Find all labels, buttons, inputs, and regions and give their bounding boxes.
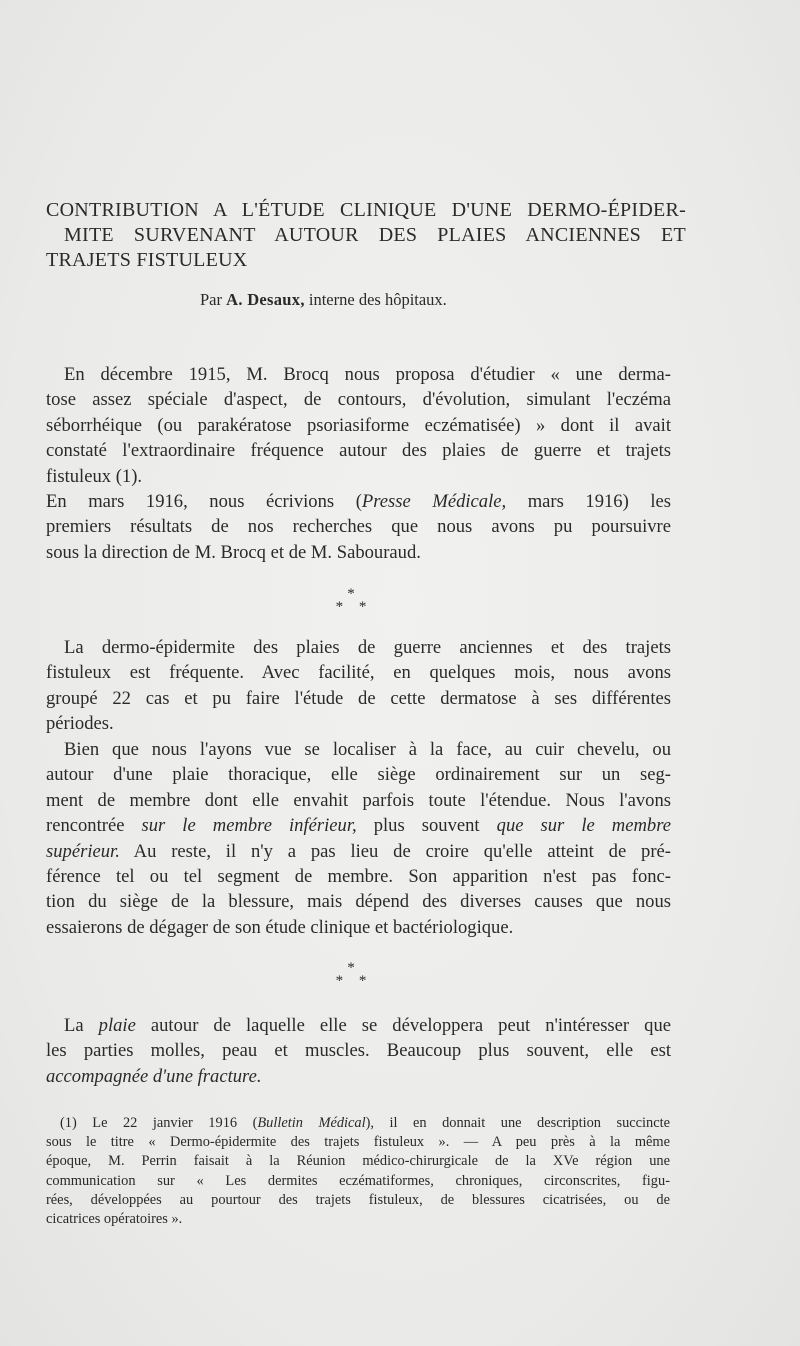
paragraph-5 [46, 1013, 671, 1089]
text-run: autour de laquelle elle se développera peut n'intéresser que [135, 1015, 671, 1036]
text-line: groupé 22 cas et pu faire l'étude de cette dermatose à ses différentes [46, 687, 671, 709]
section-separator [324, 962, 384, 988]
paragraph-2 [46, 489, 671, 565]
text-line [46, 1013, 671, 1038]
journal-title: Presse Médicale, [361, 491, 507, 512]
emphasis: accompagnée d'une fracture. [46, 1065, 262, 1087]
article-title [46, 198, 686, 273]
footnote [46, 1114, 670, 1229]
emphasis: supérieur. [46, 840, 120, 862]
text-line [46, 813, 671, 838]
asterism-top: * [347, 586, 361, 602]
footnote-line [46, 1114, 670, 1133]
text-line: Bien que nous l'ayons vue se localiser à la face, au cuir chevelu, ou [64, 739, 671, 760]
text-line: férence tel ou tel segment de membre. Son apparition n'est pas fonc- [46, 866, 671, 888]
title-line: TRAJETS FISTULEUX [46, 249, 248, 271]
title-line: MITE SURVENANT AUTOUR DES PLAIES ANCIENNES ET [64, 224, 686, 246]
text-line: tose assez spéciale d'aspect, de contours, d'évolution, simulant l'eczéma [46, 389, 671, 411]
text-line [46, 1064, 671, 1089]
text-line [46, 839, 671, 864]
text-line: ment de membre dont elle envahit parfois toute l'étendue. Nous l'avons [46, 789, 671, 811]
paragraph-3 [46, 635, 671, 737]
text-line: autour d'une plaie thoracique, elle siège ordinairement sur un seg- [46, 764, 671, 786]
emphasis: que sur le membre [496, 815, 671, 837]
emphasis: plaie [98, 1015, 136, 1036]
asterism-top: * [347, 960, 361, 976]
text-run: En mars 1916, nous écrivions ( [46, 491, 362, 512]
text-line: fistuleux (1). [46, 465, 143, 487]
author-name: A. Desaux, [226, 290, 305, 309]
text-line: La dermo-épidermite des plaies de guerre anciennes et des trajets [64, 637, 671, 658]
text-line: constaté l'extraordinaire fréquence autour des plaies de guerre et trajets [46, 440, 671, 462]
footnote-line: cicatrices opératoires ». [46, 1211, 183, 1228]
asterism-bottom: * * [335, 599, 373, 615]
text-line: périodes. [46, 713, 114, 735]
text-run: Au reste, il n'y a pas lieu de croire qu'elle atteint de pré- [119, 840, 671, 862]
title-line: CONTRIBUTION A L'ÉTUDE CLINIQUE D'UNE DERMO-ÉPIDER- [46, 199, 686, 221]
footnote-line: époque, M. Perrin faisait à la Réunion médico-chirurgicale de la XVe région une [46, 1153, 670, 1170]
paragraph-4 [46, 737, 671, 940]
text-line [46, 489, 671, 514]
text-run: La [64, 1015, 99, 1036]
footnote-line: sous le titre « Dermo-épidermite des trajets fistuleux ». — A peu près à la même [46, 1134, 670, 1151]
text-run: (1) Le 22 janvier 1916 ( [60, 1115, 258, 1131]
text-line: séborrhéique (ou parakératose psoriasiforme eczématisée) » dont il avait [46, 414, 671, 436]
text-line: fistuleux est fréquente. Avec facilité, en quelques mois, nous avons [46, 662, 671, 684]
text-run: mars 1916) les [506, 491, 671, 512]
text-line: En décembre 1915, M. Brocq nous proposa d'étudier « une derma- [64, 364, 671, 385]
footnote-line: rées, développées au pourtour des trajets fistuleux, de blessures cicatrisées, ou de [46, 1191, 670, 1208]
text-run: rencontrée [46, 815, 142, 837]
text-line: les parties molles, peau et muscles. Beaucoup plus souvent, elle est [46, 1040, 671, 1062]
emphasis: sur le membre inférieur, [141, 815, 357, 837]
paragraph-1 [46, 362, 671, 489]
text-line: tion du siège de la blessure, mais dépend des diverses causes que nous [46, 891, 671, 913]
footnote-line: communication sur « Les dermites eczématiformes, chroniques, circonscrites, figu- [46, 1172, 670, 1189]
text-run: plus souvent [356, 815, 497, 837]
text-run: ), il en donnait une description succincte [365, 1115, 670, 1131]
text-line: sous la direction de M. Brocq et de M. Sabouraud. [46, 541, 421, 563]
text-line: essaierons de dégager de son étude clinique et bactériologique. [46, 916, 514, 938]
section-separator [324, 588, 384, 614]
byline-prefix: Par [200, 290, 222, 309]
text-line: premiers résultats de nos recherches que nous avons pu poursuivre [46, 516, 671, 538]
journal-title: Bulletin Médical [257, 1115, 366, 1131]
byline [200, 289, 620, 311]
author-affiliation: interne des hôpitaux. [308, 290, 447, 309]
asterism-bottom: * * [335, 973, 373, 989]
